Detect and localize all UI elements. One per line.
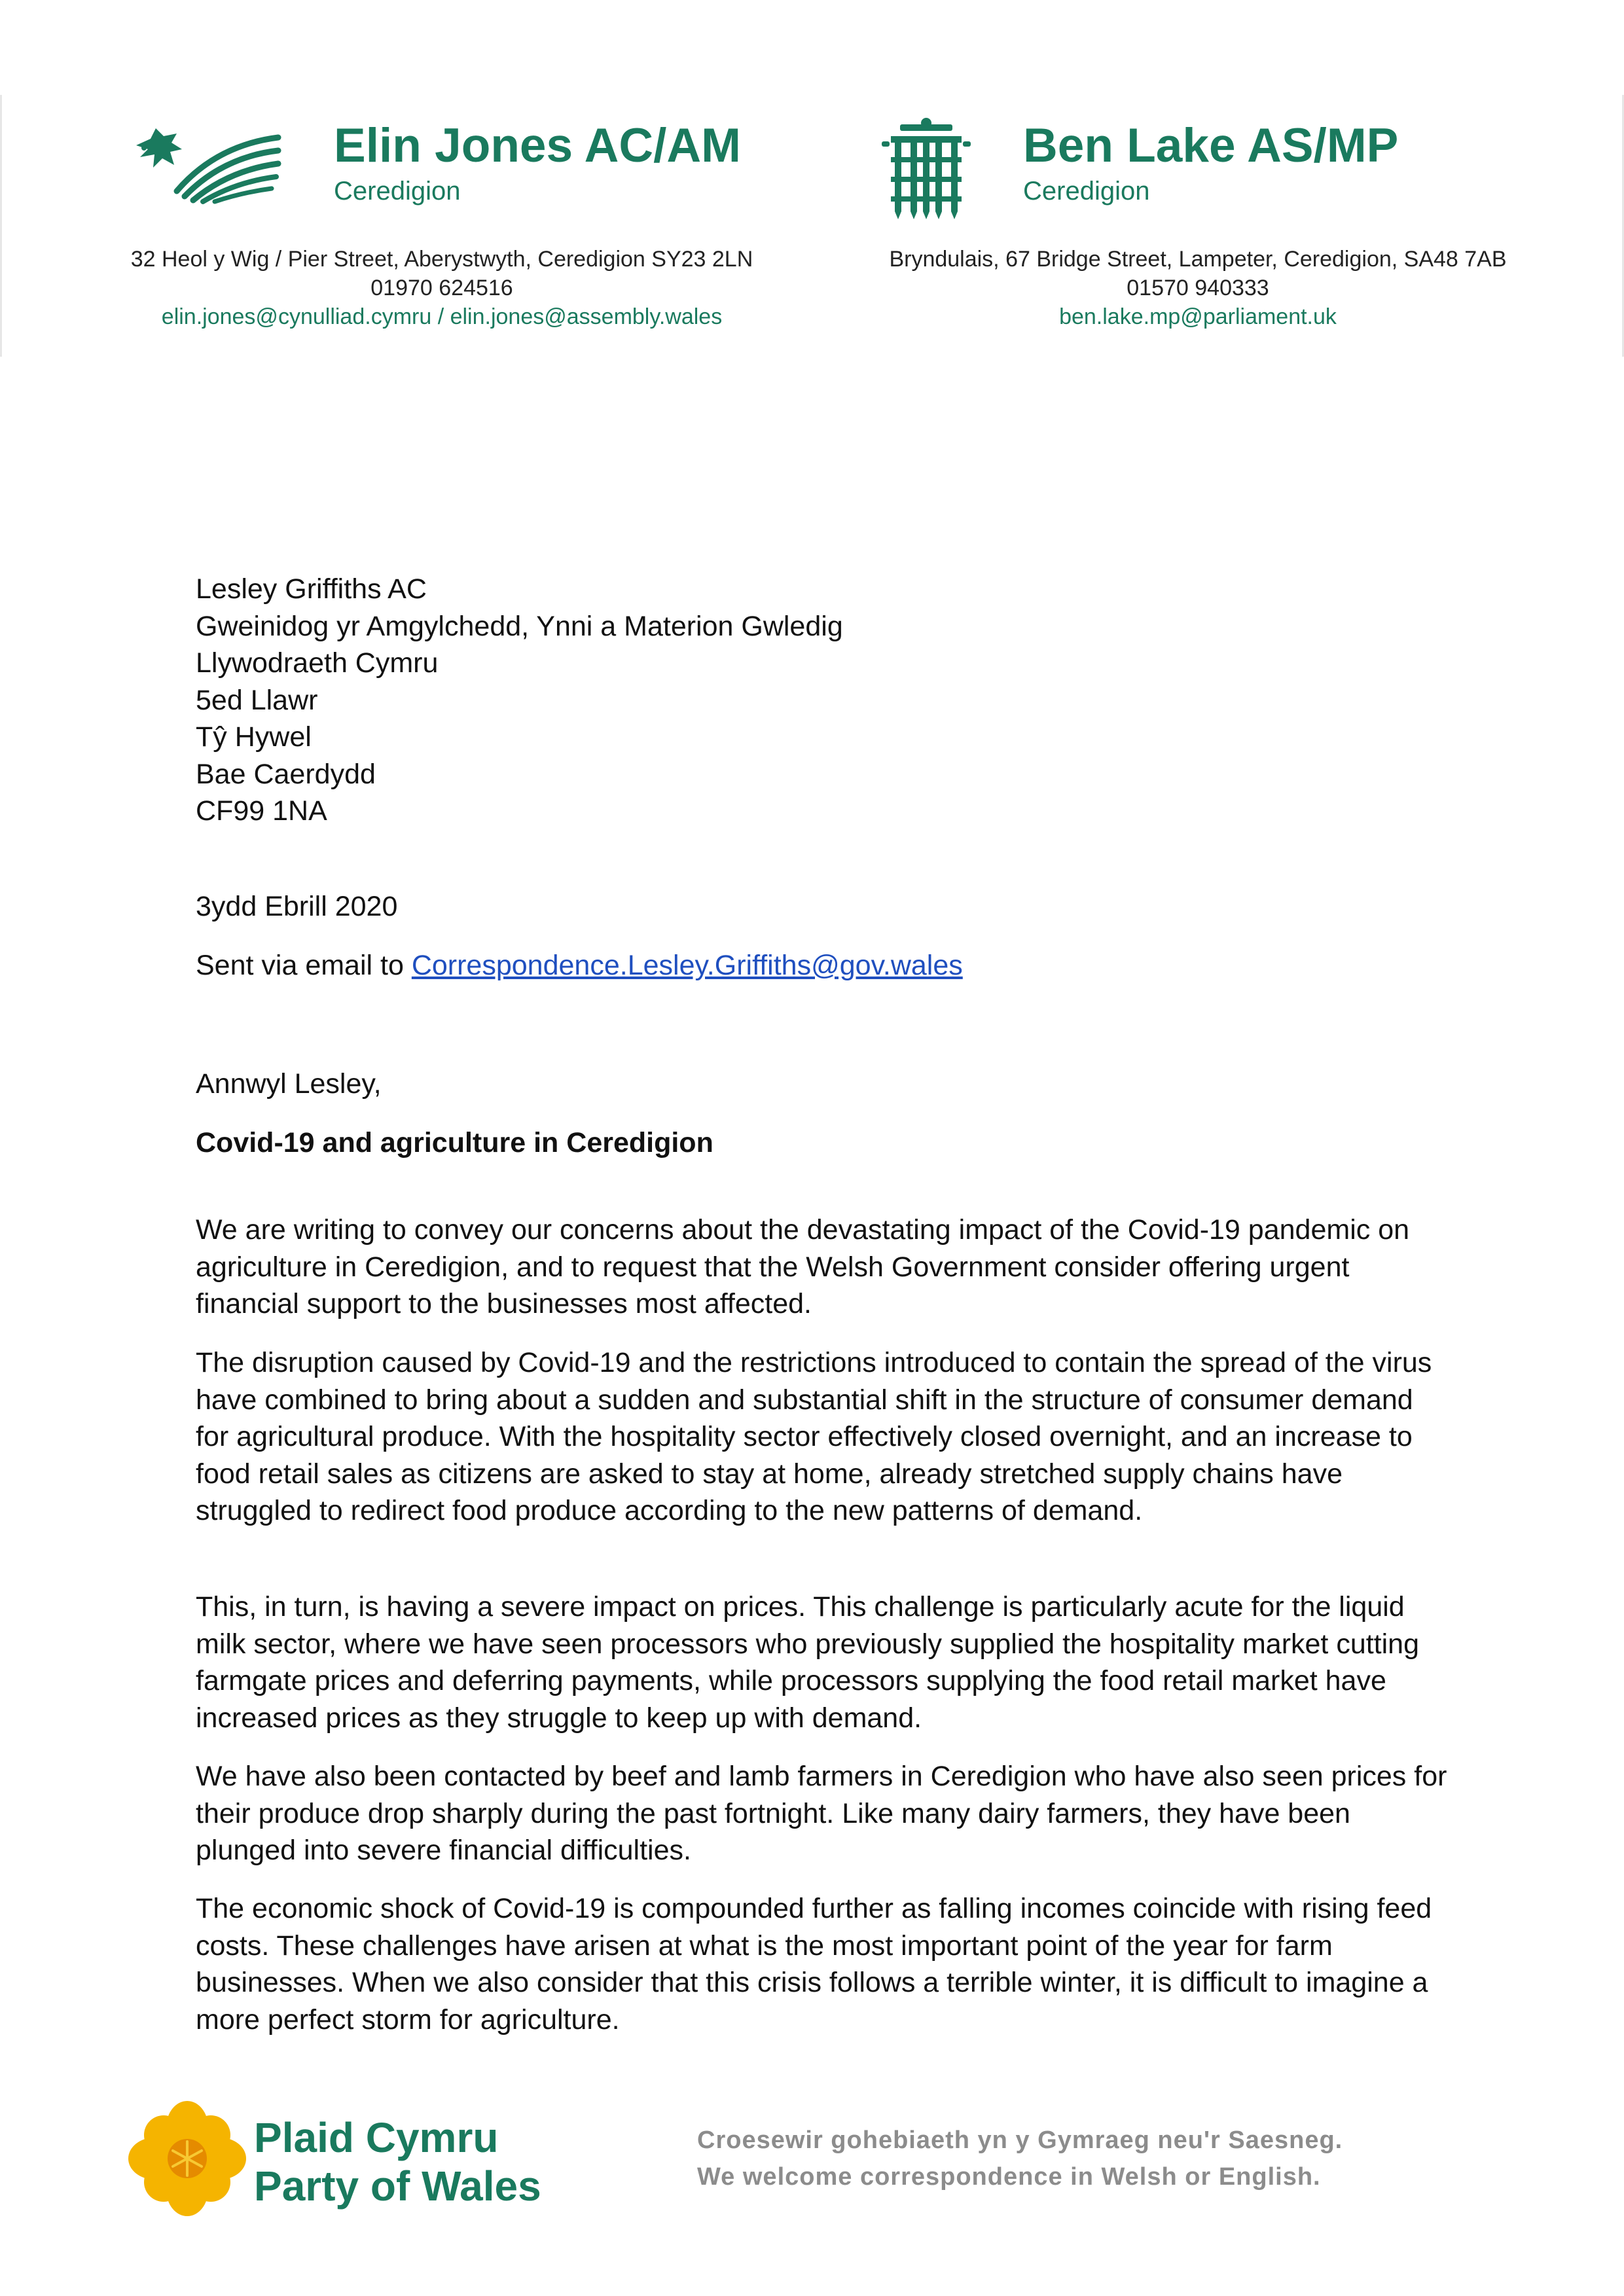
constituency-left: Ceredigion: [334, 177, 461, 206]
sent-via-prefix: Sent via email to: [196, 950, 412, 981]
left-edge-line: [0, 95, 2, 357]
party-name-cy: Plaid Cymru: [254, 2114, 499, 2161]
daffodil-logo-icon: [128, 2101, 246, 2216]
member-name-left: Elin Jones AC/AM: [334, 119, 741, 172]
contact-block-right: [838, 245, 1558, 331]
recipient-address: [196, 571, 1453, 830]
sent-via-line: [196, 947, 1453, 984]
body-paragraph: The disruption caused by Covid-19 and the restrictions introduced to contain the spread of the virus have combined to bring about a sudden and substantial shift in the structure of consumer demand for agricultural produce. With the hospitality sector effectively closed overnight, and an increase to food retail sales as citizens are asked to stay at home, already stretched supply chains have struggled to redirect food produce according to the new patterns of demand.: [196, 1347, 1432, 1526]
welcome-welsh: Croesewir gohebiaeth yn y Gymraeg neu'r Saesneg.: [697, 2126, 1343, 2154]
constituency-right: Ceredigion: [1023, 177, 1150, 206]
phone-left: 01970 624516: [370, 276, 513, 300]
address-right: Bryndulais, 67 Bridge Street, Lampeter, Ceredigion, SA48 7AB: [889, 247, 1507, 272]
party-name-en: Party of Wales: [254, 2162, 541, 2210]
recipient-line: Bae Caerdydd: [196, 758, 376, 790]
recipient-line: CF99 1NA: [196, 795, 327, 827]
welcome-english: We welcome correspondence in Welsh or English.: [697, 2163, 1321, 2191]
member-name-right: Ben Lake AS/MP: [1023, 119, 1399, 172]
subject-heading: Covid-19 and agriculture in Ceredigion: [196, 1127, 713, 1158]
portcullis-icon: [880, 117, 972, 221]
letter-date: 3ydd Ebrill 2020: [196, 891, 398, 922]
body-paragraph: This, in turn, is having a severe impact on prices. This challenge is particularly acute for the liquid milk sector, where we have seen processors who previously supplied the hospitality market cutting farmgate prices and deferring payments, while processors supplying the food retail market have increased prices as they struggle to keep up with demand.: [196, 1591, 1420, 1734]
body-paragraph: We are writing to convey our concerns about the devastating impact of the Covid-19 pandemic on agriculture in Ceredigion, and to request that the Welsh Government consider offering urgent financial support to the businesses most affected.: [196, 1214, 1410, 1319]
email-right[interactable]: ben.lake.mp@parliament.uk: [1059, 304, 1337, 329]
recipient-line: Gweinidog yr Amgylchedd, Ynni a Materion Gwledig: [196, 610, 843, 642]
recipient-line: Tŷ Hywel: [196, 721, 312, 753]
phone-right: 01570 940333: [1127, 276, 1269, 300]
salutation: Annwyl Lesley,: [196, 1068, 382, 1100]
body-paragraph: The economic shock of Covid-19 is compounded further as falling incomes coincide with rising feed costs. These challenges have arisen at what is the most important point of the year for farm businesses. When we also consider that this crisis follows a terrible winter, it is difficult to imagine a more perfect storm for agriculture.: [196, 1893, 1432, 2036]
recipient-line: 5ed Llawr: [196, 684, 318, 716]
recipient-line: Lesley Griffiths AC: [196, 573, 427, 605]
contact-block-left: [65, 245, 818, 331]
body-paragraph: We have also been contacted by beef and lamb farmers in Ceredigion who have also seen prices for their produce drop sharply during the past fortnight. Like many dairy farmers, they have been plunged into severe financial difficulties.: [196, 1761, 1447, 1866]
recipient-line: Llywodraeth Cymru: [196, 647, 439, 679]
dragon-logo-icon: [131, 119, 281, 204]
recipient-email-link[interactable]: Correspondence.Lesley.Griffiths@gov.wales: [411, 950, 963, 981]
email-left[interactable]: elin.jones@cynulliad.cymru / elin.jones@assembly.wales: [161, 304, 723, 329]
address-left: 32 Heol y Wig / Pier Street, Aberystwyth, Ceredigion SY23 2LN: [130, 247, 753, 272]
